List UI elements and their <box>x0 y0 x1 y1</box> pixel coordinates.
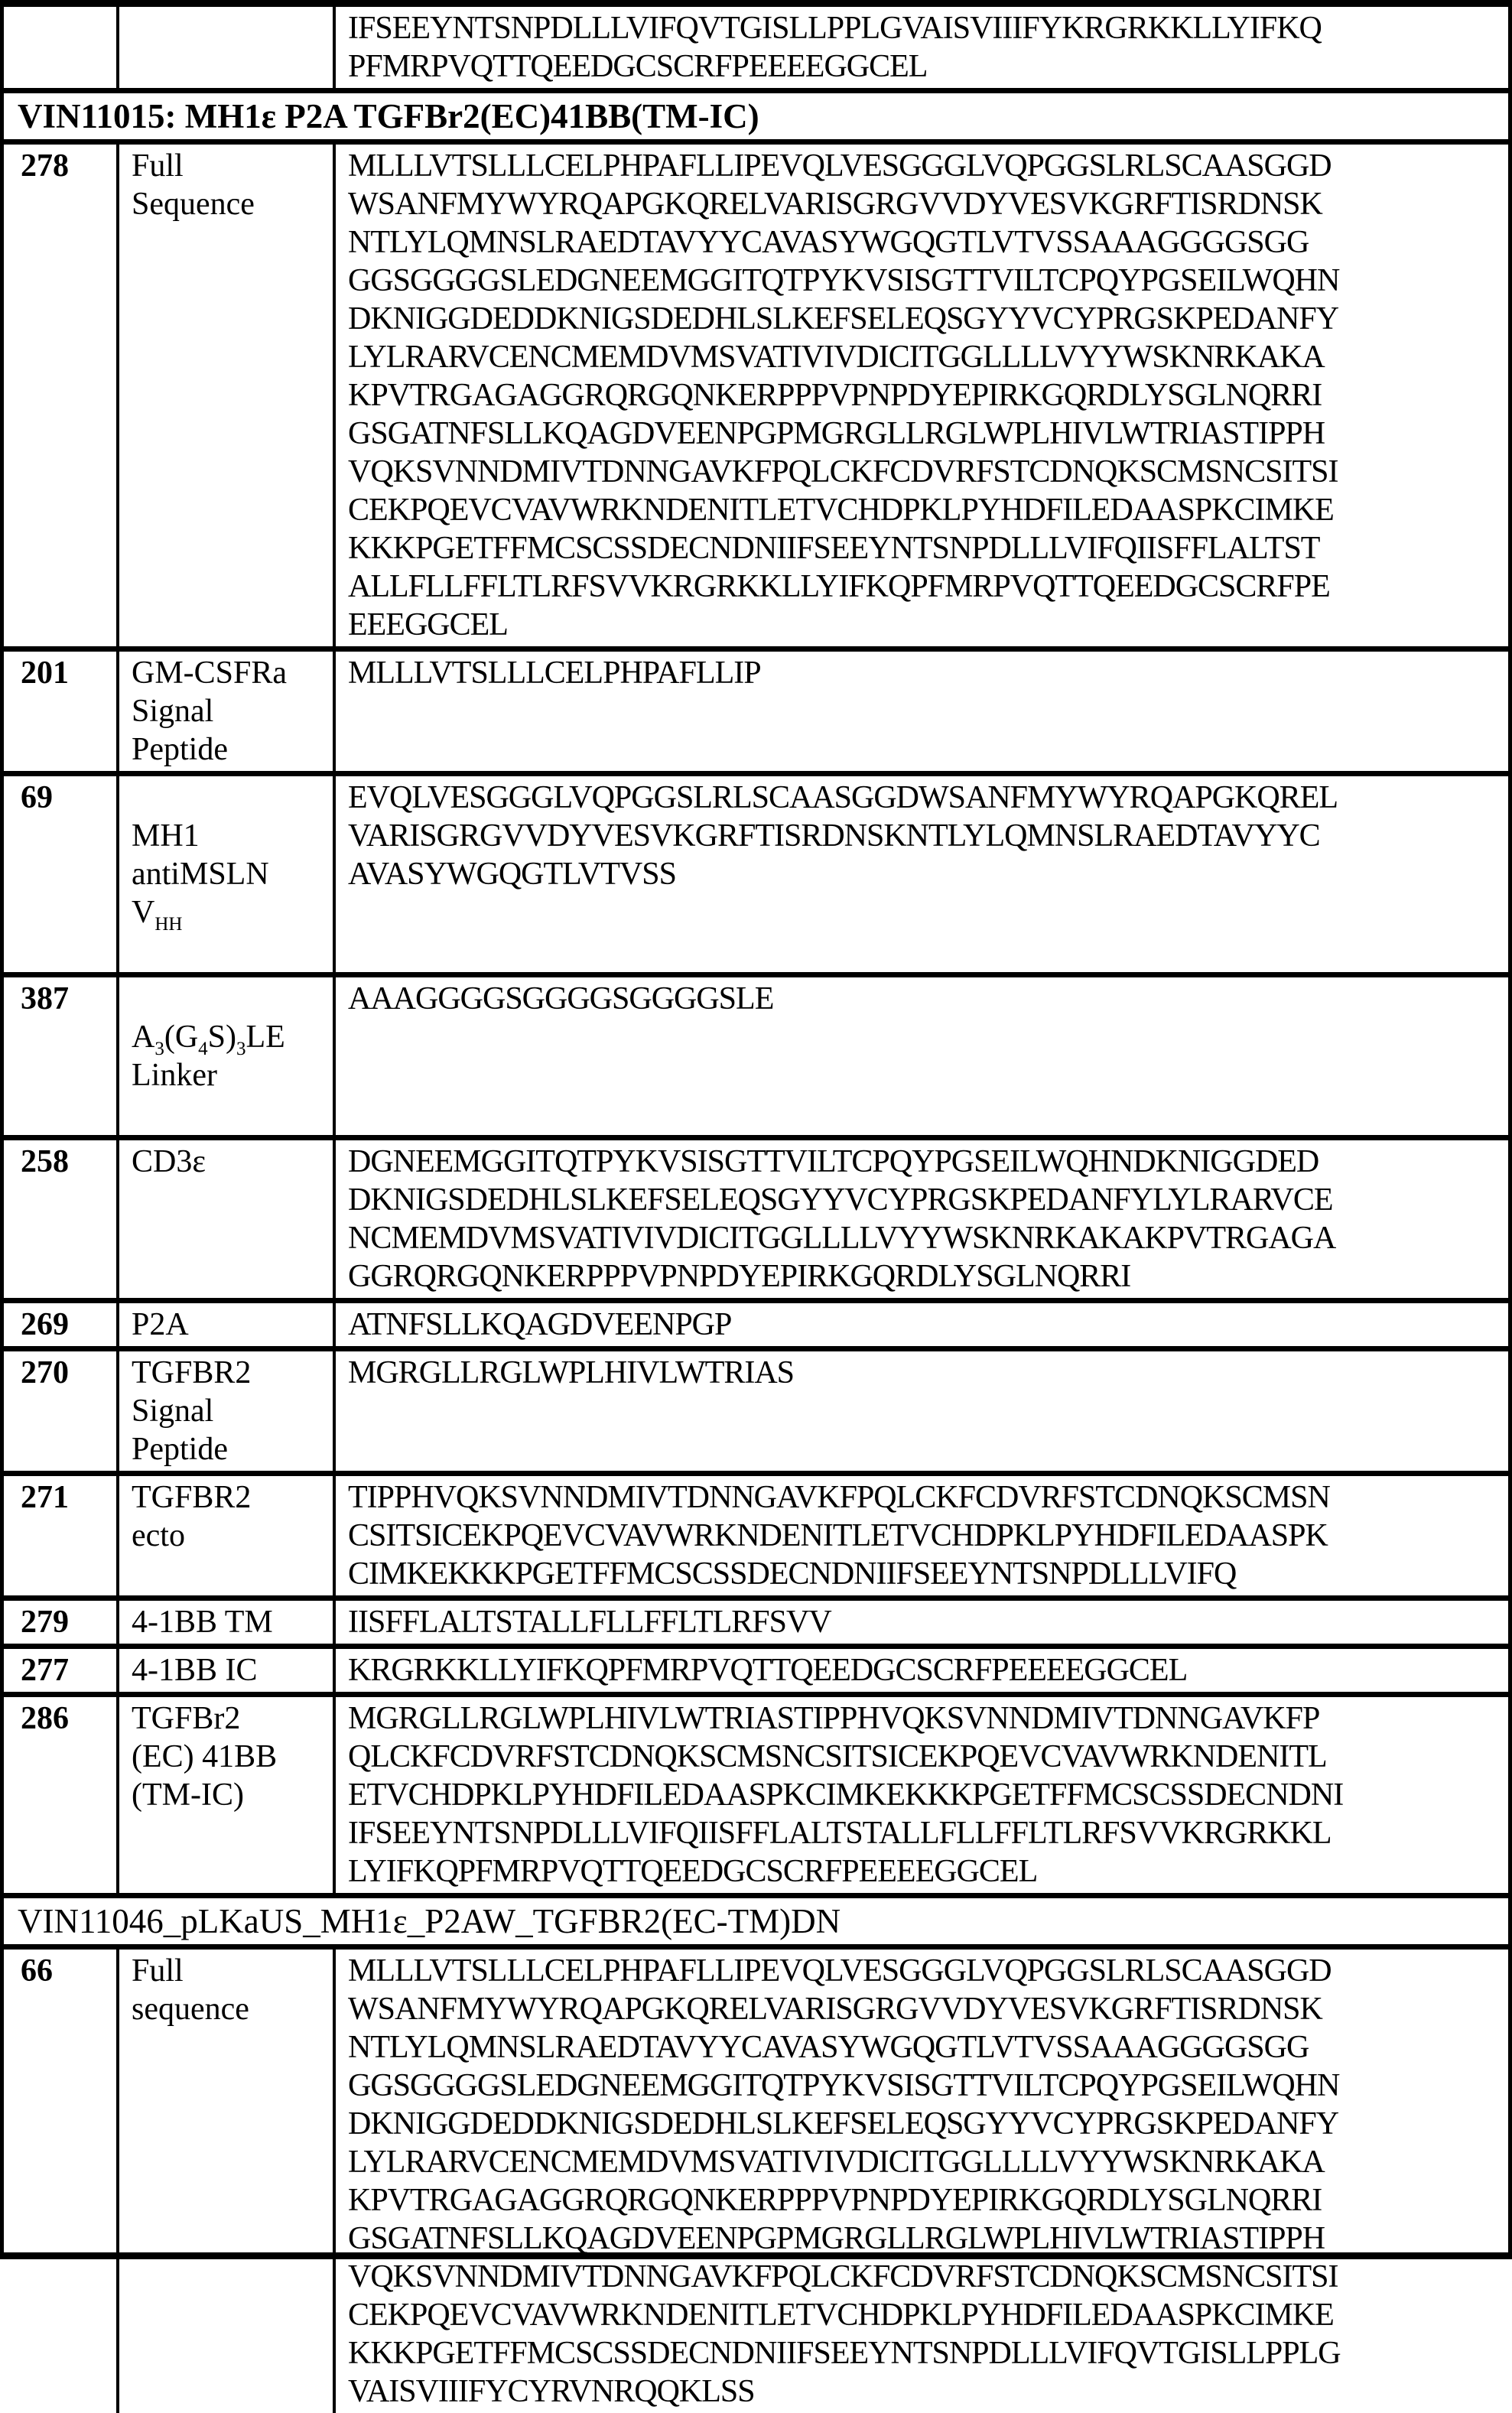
label-vhh: $V_{HH}$ <box>132 895 183 935</box>
subscript: HH <box>154 914 183 935</box>
table-row <box>4 1140 1508 1303</box>
seq-id-cell: 286 <box>4 1697 119 1893</box>
sequence-cell: TIPPHVQKSVNNDMIVTDNNGAVKFPQLCKFCDVRFSTCDNQKSCMSN CSITSICEKPQEVCVAVWRKNDENITLETVCHDPKLPYHDFILEDAASPK CIMKEKKKPGETFFMCSCSSDECNDNIIFSEEYNTSNPDLLLVIFQ <box>348 1480 1330 1592</box>
table-row <box>4 1601 1508 1649</box>
sequence-cell: DGNEEMGGITQTPYKVSISGTTVILTCPQYPGSEILWQHNDKNIGGDED DKNIGSDEDHLSLKEFSELEQSGYYVCYPRGSKPEDANFYLYLRARVCE NCMEMDVMSVATIVIVDICITGGLLLLVYYWSKNRKAKAKPVTRGAGA GGRQRGQNKERPPPVPNPDYEPIRKGQRDLYSGLNQRRI <box>348 1144 1336 1294</box>
seq-id-cell <box>4 7 119 88</box>
seq-id-cell: 258 <box>4 1140 119 1298</box>
sequence-cell: EVQLVESGGGLVQPGGSLRLSCAASGGDWSANFMYWYRQAPGKQREL VARISGRGVVDYVESVKGRFTISRDNSKNTLYLQMNSLRAEDTAVYYC AVASYWGQGTLVTVSS <box>348 780 1338 892</box>
sequence-cell: MGRGLLRGLWPLHIVLWTRIAS <box>348 1355 795 1390</box>
label-cell: TGFBr2 (EC) 41BB (TM-IC) <box>119 1697 336 1893</box>
sequence-cell: MLLLVTSLLLCELPHPAFLLIP <box>348 655 761 691</box>
seq-id-cell: 66 <box>4 1950 119 2413</box>
sequence-cell: IISFFLALTSTALLFLLFFLTLRFSVV <box>348 1605 831 1640</box>
label-cell: Full Sequence <box>119 145 336 646</box>
label-cell: 4-1BB TM <box>119 1601 336 1644</box>
table-row <box>4 1351 1508 1476</box>
table-row <box>4 7 1508 93</box>
sequence-cell: IFSEEYNTSNPDLLLVIFQVTGISLLPPLGVAISVIIIFYKRGRKKLLYIFKQ PFMRPVQTTQEEDGCSCRFPEEEEGGCEL <box>348 11 1322 84</box>
sequence-cell: MLLLVTSLLLCELPHPAFLLIPEVQLVESGGGLVQPGGSLRLSCAASGGD WSANFMYWYRQAPGKQRELVARISGRGVVDYVESVKGRFTISRDNSK NTLYLQMNSLRAEDTAVYYCAVASYWGQGTLVTVSSAAAGGGGSGG GGSGGGGSLEDGNEEMGGITQTPYKVSISGTTVILTCPQYPGSEILWQHN DKNIGGDEDDKNIGSDEDHLSLKEFSELEQSGYYVCYPRGSKPEDANFY LYLRARVCENCMEMDVMSVATIVIVDICITGGLLLLVYYWSKNRKAKA KPVTRGAGAGGRQRGQNKERPPPVPNPDYEPIRKGQRDLYSGLNQRRI GSGATNFSLLKQAGDVEENPGPMGRGLLRGLWPLHIVLWTRIASTIPPH VQKSVNNDMIVTDNNGAVKFPQLCKFCDVRFSTCDNQKSCMSNCSITSI CEKPQEVCVAVWRKNDENITLETVCHDPKLPYHDFILEDAASPKCIMKE KKKPGETFFMCSCSSDECNDNIIFSEEYNTSNPDLLLVIFQIISFFLALTST ALLFLLFFLTLRFSVVKRGRKKLLYIFKQPFMRPVQTTQEEDGCSCRFPE EEEGGCEL <box>348 148 1340 642</box>
table-row <box>4 652 1508 776</box>
seq-id-cell: 279 <box>4 1601 119 1644</box>
seq-id-cell: 278 <box>4 145 119 646</box>
section-header-row <box>4 1898 1508 1950</box>
subscript: 3 <box>236 1039 246 1059</box>
label-cell: Full sequence <box>119 1950 336 2413</box>
subscript: 3 <box>154 1039 164 1059</box>
label-cell: 4-1BB IC <box>119 1649 336 1692</box>
label-cell <box>119 977 336 1135</box>
sequence-cell: AAAGGGGSGGGGSGGGGSLE <box>348 981 774 1016</box>
section-title: VIN11046_pLKaUS_MH1ε_P2AW_TGFBR2(EC-TM)DN <box>18 1902 841 1940</box>
seq-id-cell: 271 <box>4 1476 119 1595</box>
seq-id-cell: 269 <box>4 1303 119 1346</box>
label-text: MH1 antiMSLN <box>132 818 269 892</box>
table-row <box>4 776 1508 977</box>
seq-id-cell: 69 <box>4 776 119 972</box>
label-cell: TGFBR2 ecto <box>119 1476 336 1595</box>
label-cell <box>119 7 336 88</box>
sequence-cell: KRGRKKLLYIFKQPFMRPVQTTQEEDGCSCRFPEEEEGGCEL <box>348 1653 1188 1688</box>
sequence-cell: ATNFSLLKQAGDVEENPGP <box>348 1307 732 1342</box>
sequence-cell: MGRGLLRGLWPLHIVLWTRIASTIPPHVQKSVNNDMIVTDNNGAVKFP QLCKFCDVRFSTCDNQKSCMSNCSITSICEKPQEVCVAVWRKNDENITL ETVCHDPKLPYHDFILEDAASPKCIMKEKKKPGETFFMCSCSSDECNDNI IFSEEYNTSNPDLLLVIFQIISFFLALTSTALLFLLFFLTLRFSVVKRGRKKL LYIFKQPFMRPVQTTQEEDGCSCRFPEEEEGGCEL <box>348 1701 1344 1889</box>
seq-id-cell: 270 <box>4 1351 119 1471</box>
table-row <box>4 1697 1508 1898</box>
section-header-row <box>4 93 1508 145</box>
label-cell: TGFBR2 Signal Peptide <box>119 1351 336 1471</box>
table-row <box>4 145 1508 652</box>
seq-id-cell: 277 <box>4 1649 119 1692</box>
subscript: 4 <box>198 1039 208 1059</box>
sequence-cell: MLLLVTSLLLCELPHPAFLLIPEVQLVESGGGLVQPGGSLRLSCAASGGD WSANFMYWYRQAPGKQRELVARISGRGVVDYVESVKGRFTISRDNSK NTLYLQMNSLRAEDTAVYYCAVASYWGQGTLVTVSSAAAGGGGSGG GGSGGGGSLEDGNEEMGGITQTPYKVSISGTTVILTCPQYPGSEILWQHN DKNIGGDEDDKNIGSDEDHLSLKEFSELEQSGYYVCYPRGSKPEDANFY LYLRARVCENCMEMDVMSVATIVIVDICITGGLLLLVYYWSKNRKAKA KPVTRGAGAGGRQRGQNKERPPPVPNPDYEPIRKGQRDLYSGLNQRRI GSGATNFSLLKQAGDVEENPGPMGRGLLRGLWPLHIVLWTRIASTIPPH VQKSVNNDMIVTDNNGAVKFPQLCKFCDVRFSTCDNQKSCMSNCSITSI CEKPQEVCVAVWRKNDENITLETVCHDPKLPYHDFILEDAASPKCIMKE KKKPGETFFMCSCSSDECNDNIIFSEEYNTSNPDLLLVIFQVTGISLLPPLG VAISVIIIFYCYRVNRQQKLSS <box>348 1953 1341 2409</box>
label-cell: CD3ε <box>119 1140 336 1298</box>
table-row <box>4 977 1508 1140</box>
seq-id-cell: 387 <box>4 977 119 1135</box>
label-linker-formula: $A_3(G_4S)_3LE$ <box>132 1020 285 1059</box>
section-title: VIN11015: MH1ε P2A TGFBr2(EC)41BB(TM-IC) <box>18 97 759 135</box>
label-cell: GM-CSFRa Signal Peptide <box>119 652 336 771</box>
seq-id-cell: 201 <box>4 652 119 771</box>
label-cell: P2A <box>119 1303 336 1346</box>
table-row <box>4 1303 1508 1351</box>
table-row <box>4 1950 1508 2413</box>
label-cell <box>119 776 336 972</box>
table-row <box>4 1476 1508 1601</box>
table-row <box>4 1649 1508 1697</box>
label-text: Linker <box>132 1058 217 1093</box>
